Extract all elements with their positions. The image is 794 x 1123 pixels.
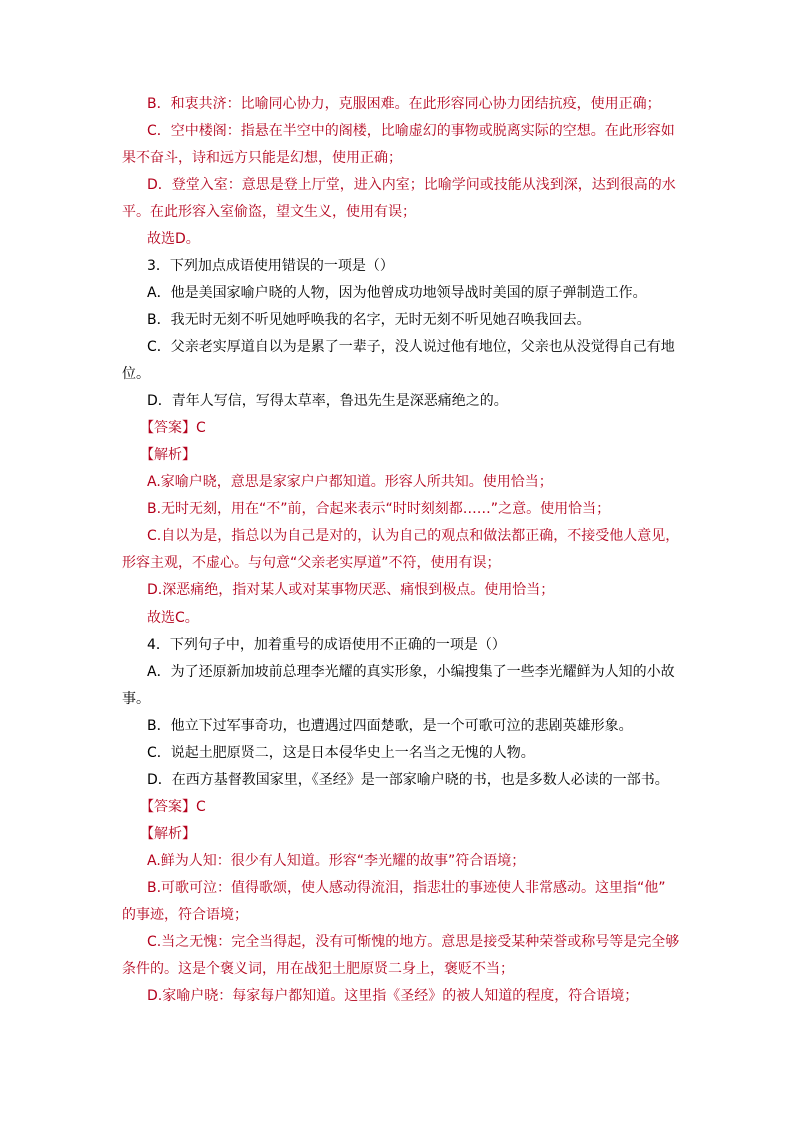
option-c: C．说起土肥原贤二，这是日本侵华史上一名当之无愧的人物。 bbox=[147, 745, 535, 761]
analysis-line: 条件的。这是个褒义词，用在战犯土肥原贤二身上，褒贬不当； bbox=[122, 961, 514, 977]
option-d: D．在西方基督教国家里，《圣经》是一部家喻户晓的书，也是多数人必读的一部书。 bbox=[147, 772, 669, 788]
answer-label: 【答案】C bbox=[140, 420, 206, 436]
analysis-line: 的事迹，符合语境； bbox=[122, 907, 248, 923]
question-stem: 4．下列句子中，加着重号的成语使用不正确的一项是（） bbox=[147, 637, 506, 653]
conclusion: 故选D。 bbox=[147, 231, 200, 247]
question-stem: 3．下列加点成语使用错误的一项是（） bbox=[147, 258, 394, 274]
option-b: B．他立下过军事奇功，也遭遇过四面楚歌，是一个可歌可泣的悲剧英雄形象。 bbox=[147, 718, 633, 734]
analysis-line: B．和衷共济：比喻同心协力，克服困难。在此形容同心协力团结抗疫，使用正确； bbox=[147, 96, 661, 112]
answer-label: 【答案】C bbox=[140, 799, 206, 815]
analysis-line: A.家喻户晓，意思是家家户户都知道。形容人所共知。使用恰当； bbox=[147, 474, 553, 490]
analysis-line: D．登堂入室：意思是登上厅堂，进入内室；比喻学问或技能从浅到深，达到很高的水 bbox=[147, 177, 676, 193]
analysis-line: A.鲜为人知：很少有人知道。形容“李光耀的故事”符合语境； bbox=[147, 853, 526, 869]
analysis-line: C.当之无愧：完全当得起，没有可惭愧的地方。意思是接受某种荣誉或称号等是完全够 bbox=[147, 934, 680, 950]
option-a: A．他是美国家喻户晓的人物，因为他曾成功地领导战时美国的原子弹制造工作。 bbox=[147, 285, 647, 301]
analysis-line: C．空中楼阁：指悬在半空中的阁楼，比喻虚幻的事物或脱离实际的空想。在此形容如 bbox=[147, 123, 675, 139]
analysis-line: B.可歌可泣：值得歌颂，使人感动得流泪，指悲壮的事迹使人非常感动。这里指“他” bbox=[147, 880, 666, 896]
option-a-continued: 事。 bbox=[122, 691, 150, 707]
option-a: A．为了还原新加坡前总理李光耀的真实形象，小编搜集了一些李光耀鲜为人知的小故 bbox=[147, 664, 675, 680]
option-d: D．青年人写信，写得太草率，鲁迅先生是深恶痛绝之的。 bbox=[147, 393, 508, 409]
option-c-continued: 位。 bbox=[122, 366, 150, 382]
analysis-line: D.深恶痛绝，指对某人或对某事物厌恶、痛恨到极点。使用恰当； bbox=[147, 582, 555, 598]
analysis-label: 【解析】 bbox=[140, 447, 196, 463]
analysis-label: 【解析】 bbox=[140, 826, 196, 842]
option-b: B．我无时无刻不听见她呼唤我的名字，无时无刻不听见她召唤我回去。 bbox=[147, 312, 591, 328]
analysis-line: D.家喻户晓：每家每户都知道。这里指《圣经》的被人知道的程度，符合语境； bbox=[147, 988, 639, 1004]
analysis-line: 果不奋斗，诗和远方只能是幻想，使用正确； bbox=[122, 150, 402, 166]
analysis-line: 平。在此形容入室偷盗，望文生义，使用有误； bbox=[122, 204, 416, 220]
analysis-line: 形容主观，不虚心。与句意“父亲老实厚道”不符，使用有误； bbox=[122, 555, 501, 571]
option-c: C．父亲老实厚道自以为是累了一辈子，没人说过他有地位，父亲也从没觉得自己有地 bbox=[147, 339, 675, 355]
analysis-line: B.无时无刻，用在“不”前，合起来表示“时时刻刻都……”之意。使用恰当； bbox=[147, 501, 611, 517]
analysis-line: C.自以为是，指总以为自己是对的，认为自己的观点和做法都正确，不接受他人意见， bbox=[147, 528, 680, 544]
conclusion: 故选C。 bbox=[147, 610, 199, 626]
